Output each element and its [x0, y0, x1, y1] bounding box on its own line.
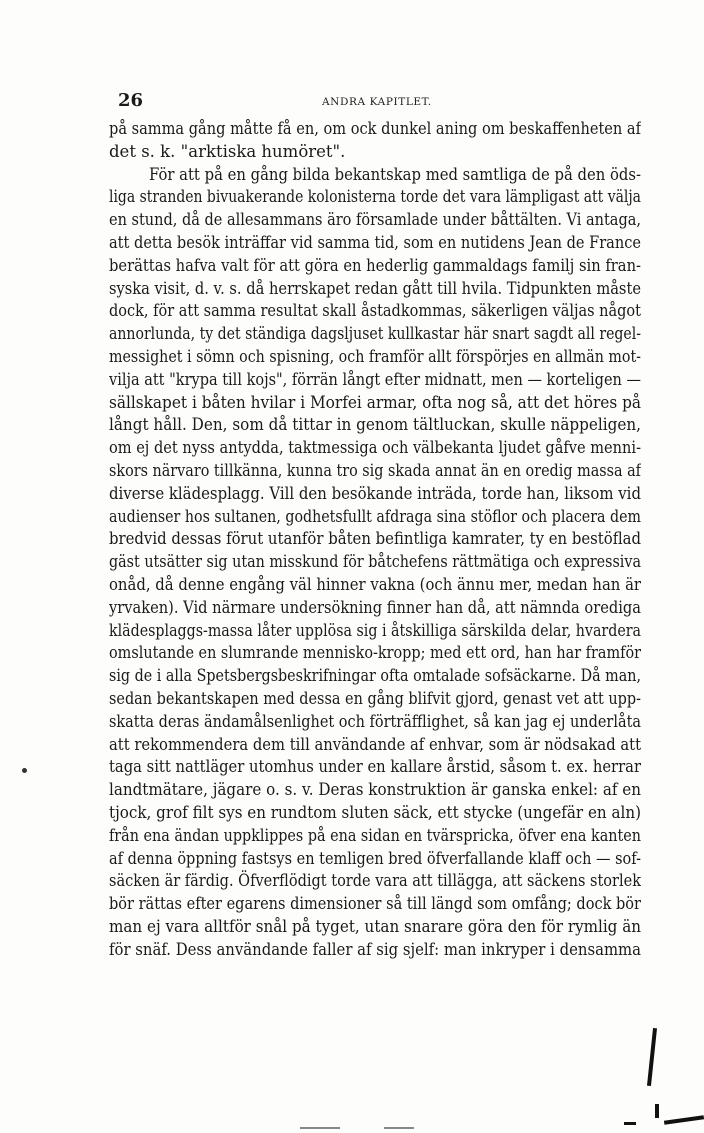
text-line: det s. k. "arktiska humöret". — [109, 141, 346, 161]
text-line: man ej vara alltför snål på tyget, utan snarare göra den för rymlig än — [109, 916, 641, 936]
scan-stroke — [300, 1127, 340, 1129]
text-line: klädesplaggs-massa låter upplösa sig i åtskilliga särskilda delar, hvardera — [109, 620, 641, 640]
text-line: yrvaken). Vid närmare undersökning finner han då, att nämnda oredigа — [109, 597, 641, 617]
text-line: omslutande en slumrande mennisko-kropp; med ett ord, han har framför — [109, 643, 641, 663]
text-line: annorlunda, ty det ständiga dagsljuset kullkastar här snart sagdt all regel- — [109, 324, 641, 344]
text-line: att detta besök inträffar vid samma tid, som en nutidens Jean de France — [109, 232, 641, 252]
text-line: för snäf. Dess användande faller af sig sjelf: man inkryper i densamma — [109, 939, 641, 959]
scan-stroke — [655, 1104, 659, 1118]
text-line: skatta deras ändamålsenlighet och förträfflighet, så kan jag ej underlåta — [109, 711, 641, 731]
scan-stroke — [647, 1028, 657, 1086]
scan-stroke — [624, 1122, 636, 1125]
text-line: af denna öppning fastsys en temligen bred öfverfallande klaff och — sof- — [109, 848, 641, 868]
text-line: att rekommendera dem till användande af enhvar, som är nödsakad att — [109, 734, 641, 754]
text-line: sedan bekantskapen med dessa en gång blifvit gjord, genast vet att upp- — [109, 688, 641, 708]
text-line: bör rättas efter egarens dimensioner så till längd som omfång; dock bör — [109, 894, 641, 914]
text-line: landtmätare, jägare o. s. v. Deras konstruktion är ganska enkel: af en — [109, 780, 641, 800]
text-line: För att på en gång bilda bekantskap med samtliga de på den öds- — [149, 164, 641, 184]
text-line: säcken är färdig. Öfverflödigt torde vara att tillägga, att säckens storlek — [109, 871, 641, 891]
text-line: messighet i sömn och spisning, och framför allt förspörjes en allmän mot- — [109, 346, 641, 366]
text-line: sig de i alla Spetsbergsbeskrifningar ofta omtalade sofsäckarne. Då man, — [109, 666, 641, 686]
text-line: dock, för att samma resultat skall åstadkommas, säkerligen väljas något — [109, 301, 641, 321]
text-line: syska visit, d. v. s. då herrskapet redan gått till hvila. Tidpunkten måste — [109, 278, 641, 298]
text-line: skors närvaro tillkänna, kunna tro sig skada annat än en oredig massa af — [109, 460, 641, 480]
text-line: sällskapet i båten hvilar i Morfei armar, ofta nog så, att det höres på — [109, 392, 641, 412]
text-line: berättas hafva valt för att göra en hederlig gammaldags familj sin fran- — [109, 255, 641, 275]
page-number: 26 — [118, 90, 144, 111]
text-line: från ena ändan uppklippes på ena sidan en tvärspricka, öfver ena kanten — [109, 825, 641, 845]
text-line: bredvid dessas förut utanför båten befintliga kamrater, ty en bestöflad — [109, 529, 641, 549]
text-line: en stund, då de allesammans äro församlade under båttälten. Vi antaga, — [109, 210, 641, 230]
text-line: vilja att "krypa till kojs", förrän långt efter midnatt, men — korteligen — — [109, 369, 641, 389]
text-line: liga stranden bivuakerande kolonisterna torde det vara lämpligast att välja — [109, 187, 641, 207]
text-line: tjock, grof filt sys en rundtom sluten säck, ett stycke (ungefär en aln) — [109, 802, 641, 822]
text-line: diverse klädesplagg. Vill den besökande inträda, torde han, liksom vid — [109, 483, 641, 503]
scan-speck — [22, 768, 27, 773]
text-line: taga sitt nattläger utomhus under en kallare årstid, såsom t. ex. herrar — [109, 757, 641, 777]
text-line: audienser hos sultanen, godhetsfullt afdraga sina stöflor och placera dem — [109, 506, 641, 526]
scan-stroke — [384, 1127, 414, 1129]
text-line: gäst utsätter sig utan misskund för båtchefens rättmätiga och expressiva — [109, 552, 641, 572]
text-line: om ej det nyss antydda, taktmessiga och välbekanta ljudet gåfve menni- — [109, 438, 641, 458]
text-line: långt håll. Den, som då tittar in genom tältluckan, skulle näppeligen, — [109, 415, 641, 435]
body-text — [109, 118, 641, 961]
scan-stroke — [664, 1115, 704, 1125]
text-line: onåd, då denne engång väl hinner vakna (och ännu mer, medan han är — [109, 574, 641, 594]
text-line: på samma gång måtte få en, om ock dunkel aning om beskaffenheten af — [109, 119, 641, 138]
running-head: ANDRA KAPITLET. — [322, 96, 432, 108]
